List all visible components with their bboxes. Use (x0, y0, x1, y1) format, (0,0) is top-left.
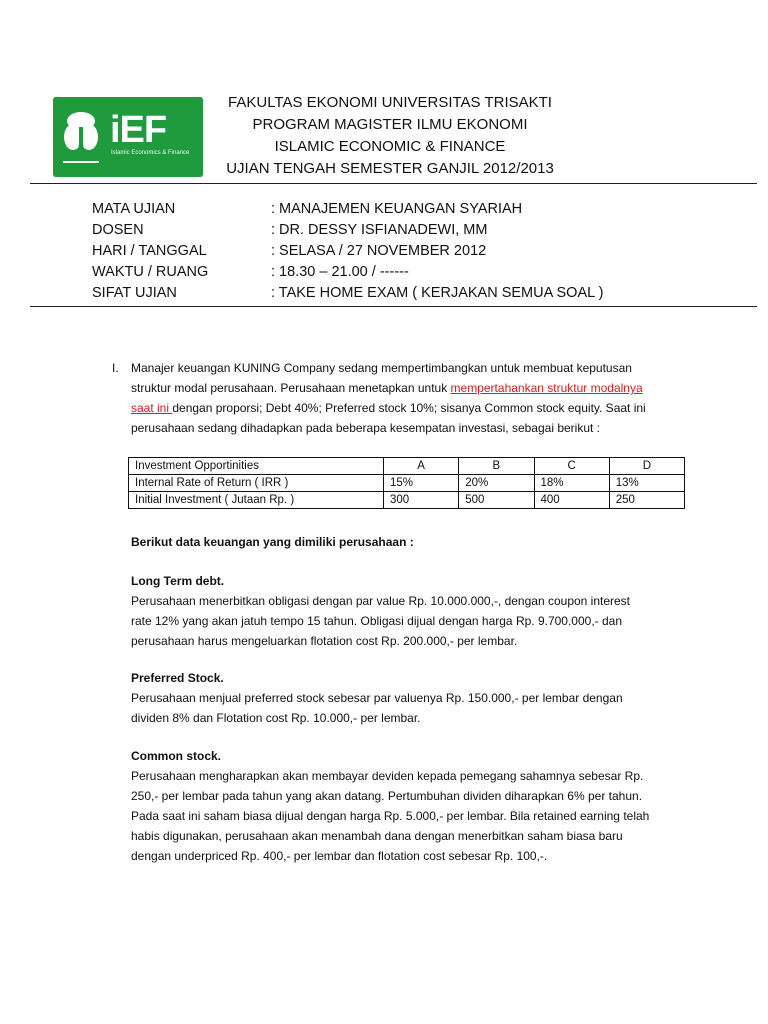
meta-row-lecturer (92, 220, 732, 241)
header-faculty: FAKULTAS EKONOMI UNIVERSITAS TRISAKTI (228, 94, 552, 111)
highlighted-phrase: mempertahankan struktur modalnya (450, 381, 643, 395)
meta-row-date (92, 241, 732, 262)
table-row (129, 475, 685, 492)
header-divider (30, 183, 757, 184)
logo-subtitle: Islamic Economics & Finance (111, 150, 190, 156)
section-line: dividen 8% dan Flotation cost Rp. 10.000,- per lembar. (131, 711, 421, 725)
data-intro: Berikut data keuangan yang dimiliki perusahaan : (131, 535, 414, 549)
meta-label: HARI / TANGGAL (92, 243, 207, 259)
meta-value: : 18.30 – 21.00 / ------ (271, 264, 409, 280)
question-intro-line-3 (131, 398, 701, 418)
table-header-cell: B (459, 458, 534, 475)
header-exam-title: UJIAN TENGAH SEMESTER GANJIL 2012/2013 (226, 160, 554, 177)
logo-wordmark: iEF (110, 109, 167, 151)
intro-text: struktur modal perusahaan. Perusahaan menetapkan untuk (131, 381, 451, 395)
section-title-preferred-stock: Preferred Stock. (131, 671, 224, 685)
question-intro-line-4: perusahaan sedang dihadapkan pada beberapa kesempatan investasi, sebagai berikut : (131, 421, 601, 435)
intro-text: dengan proporsi; Debt 40%; Preferred stock 10%; sisanya Common stock equity. Saat ini (172, 401, 646, 415)
highlighted-phrase: saat ini (131, 401, 173, 415)
header-concentration: ISLAMIC ECONOMIC & FINANCE (274, 138, 506, 155)
meta-row-exam-type (92, 283, 732, 304)
table-cell: 13% (609, 475, 684, 492)
ief-logo (53, 97, 203, 177)
investment-table (128, 457, 685, 509)
table-cell: 500 (459, 492, 534, 509)
meta-label: MATA UJIAN (92, 201, 176, 217)
table-cell: Internal Rate of Return ( IRR ) (129, 475, 384, 492)
section-line: habis digunakan, perusahaan akan menambah dana dengan menerbitkan saham biasa baru (131, 829, 623, 843)
question-intro-line-2 (131, 378, 701, 398)
table-cell: 15% (384, 475, 459, 492)
meta-value: : TAKE HOME EXAM ( KERJAKAN SEMUA SOAL ) (271, 285, 604, 301)
section-line: Pada saat ini saham biasa dijual dengan harga Rp. 5.000,- per lembar. Bila retained earning telah (131, 809, 650, 823)
section-line: dengan underpriced Rp. 400,- per lembar dan flotation cost sebesar Rp. 100,-. (131, 849, 548, 863)
section-line: perusahaan harus mengeluarkan flotation cost Rp. 200.000,- per lembar. (131, 634, 518, 648)
section-title-long-term-debt: Long Term debt. (131, 574, 225, 588)
table-cell: 18% (534, 475, 609, 492)
meta-row-time-room (92, 262, 732, 283)
table-cell: 300 (384, 492, 459, 509)
meta-label: DOSEN (92, 222, 144, 238)
section-line: Perusahaan mengharapkan akan membayar deviden kepada pemegang sahamnya sebesar Rp. (131, 769, 644, 783)
meta-value: : DR. DESSY ISFIANADEWI, MM (271, 222, 488, 238)
table-cell: Initial Investment ( Jutaan Rp. ) (129, 492, 384, 509)
section-line: rate 12% yang akan jatuh tempo 15 tahun. Obligasi dijual dengan harga Rp. 9.700.000,- dan (131, 614, 623, 628)
table-row (129, 492, 685, 509)
section-line: Perusahaan menjual preferred stock sebesar par valuenya Rp. 150.000,- per lembar dengan (131, 691, 623, 705)
table-header-cell: Investment Opportinities (129, 458, 384, 475)
table-cell: 20% (459, 475, 534, 492)
question-intro-line-1: Manajer keuangan KUNING Company sedang mempertimbangkan untuk membuat keputusan (131, 361, 632, 375)
section-line: Perusahaan menerbitkan obligasi dengan par value Rp. 10.000.000,-, dengan coupon interest (131, 594, 631, 608)
meta-label: SIFAT UJIAN (92, 285, 177, 301)
meta-value: : MANAJEMEN KEUANGAN SYARIAH (271, 201, 523, 217)
header-program: PROGRAM MAGISTER ILMU EKONOMI (252, 116, 528, 133)
table-header-cell: A (384, 458, 459, 475)
section-title-common-stock: Common stock. (131, 749, 222, 763)
section-line: 250,- per lembar pada tahun yang akan datang. Pertumbuhan dividen diharapkan 6% per tahun. (131, 789, 643, 803)
meta-label: WAKTU / RUANG (92, 264, 209, 280)
table-header-row (129, 458, 685, 475)
table-cell: 400 (534, 492, 609, 509)
question-number: I. (112, 361, 119, 375)
table-cell: 250 (609, 492, 684, 509)
meta-row-course (92, 199, 732, 220)
meta-value: : SELASA / 27 NOVEMBER 2012 (271, 243, 487, 259)
meta-divider (30, 306, 757, 307)
table-header-cell: D (609, 458, 684, 475)
table-header-cell: C (534, 458, 609, 475)
